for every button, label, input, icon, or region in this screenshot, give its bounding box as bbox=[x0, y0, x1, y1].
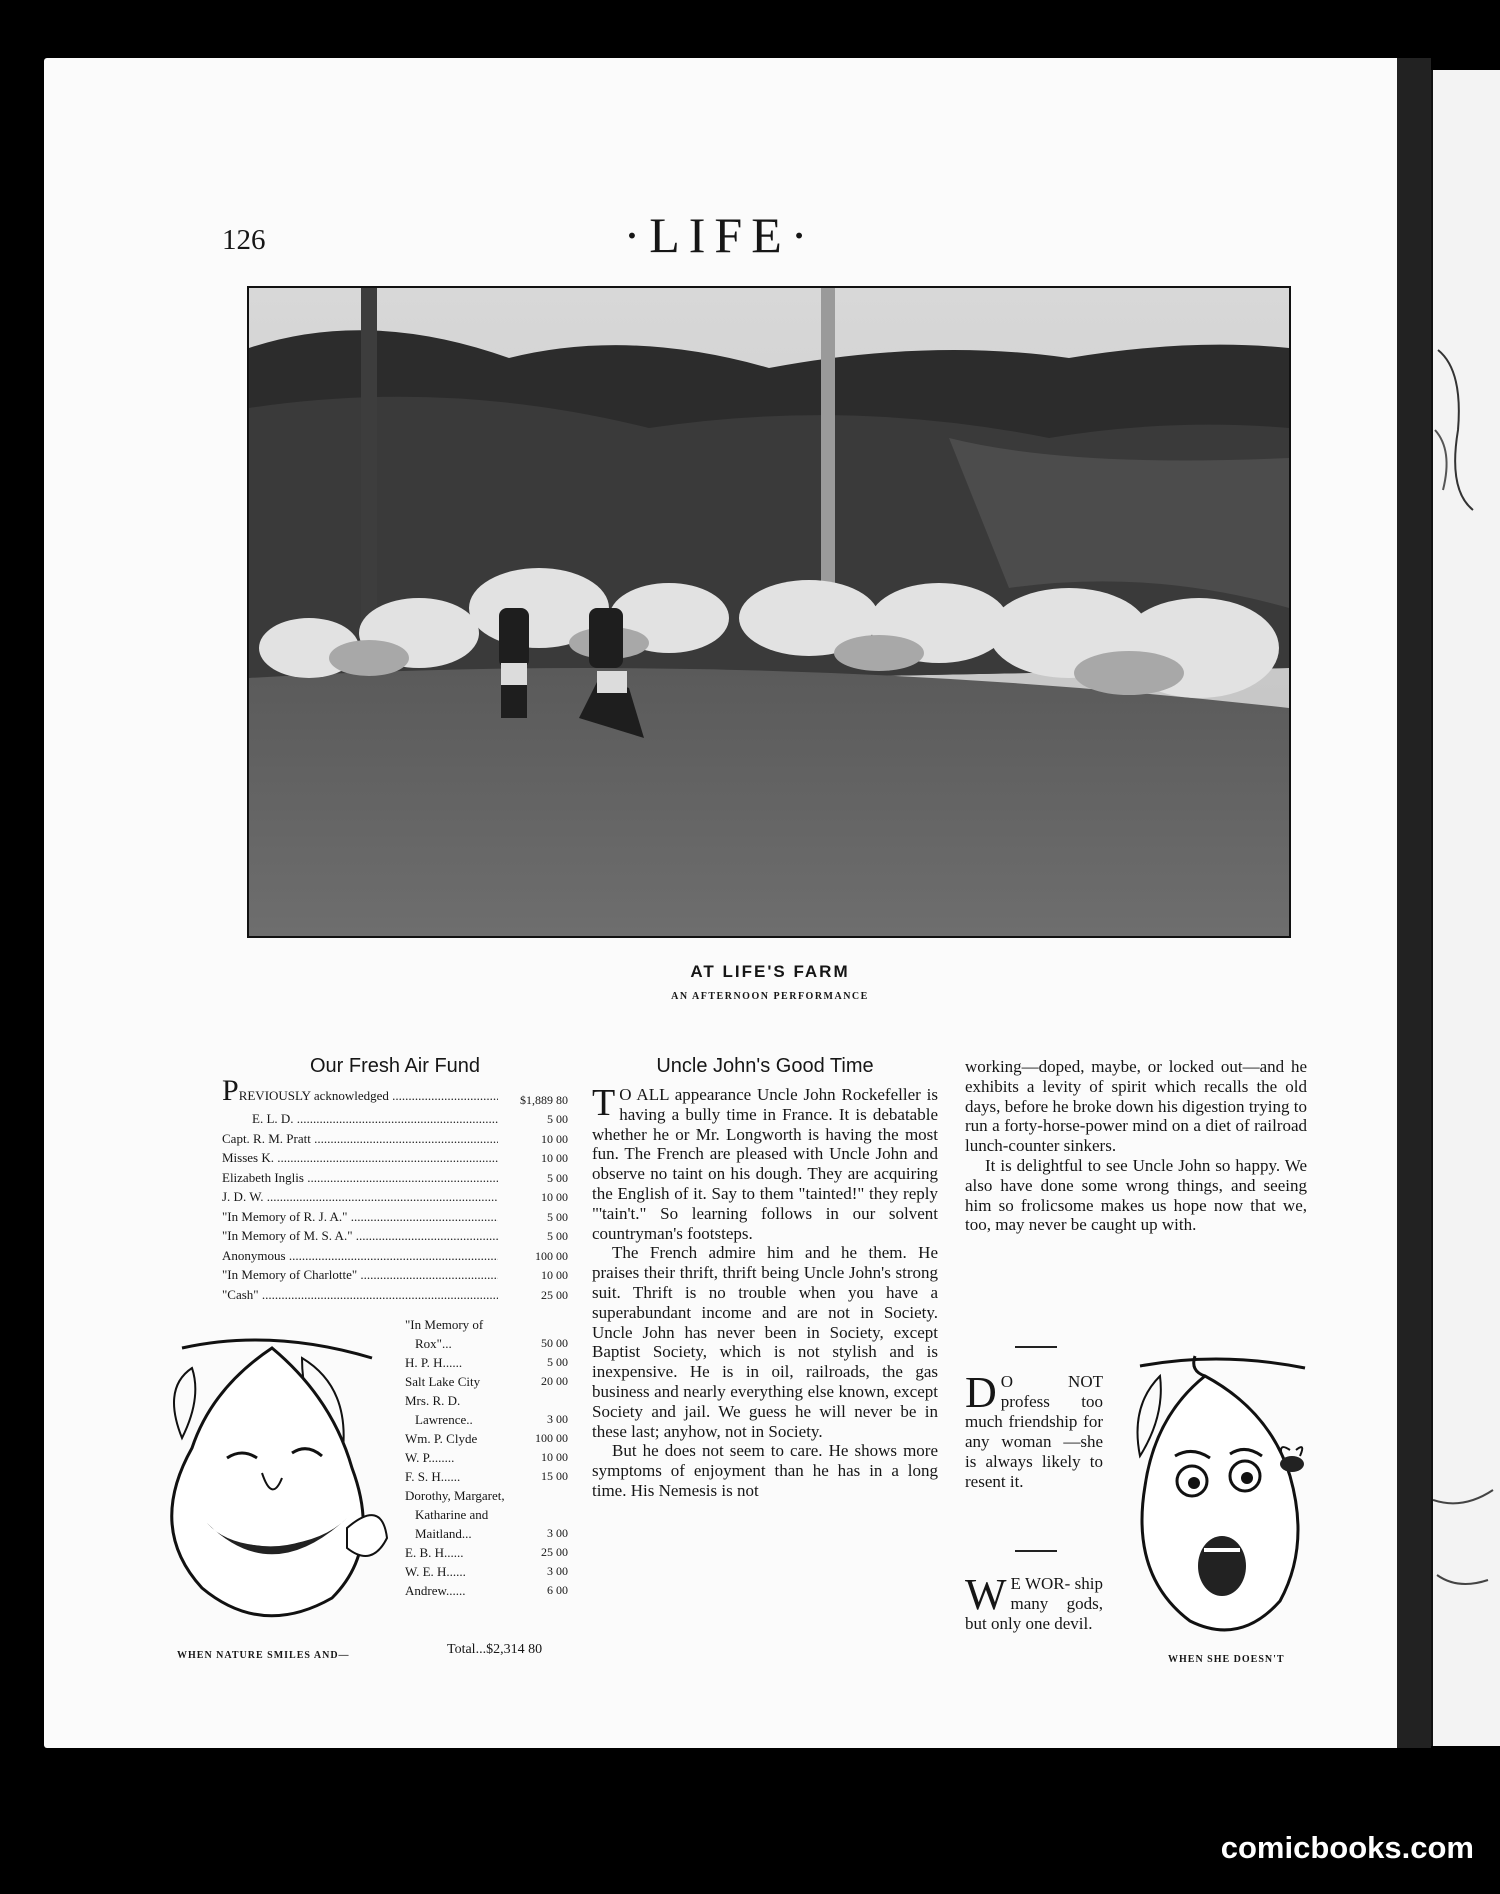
fund-total: Total...$2,314 80 bbox=[447, 1642, 543, 1657]
article-body bbox=[592, 1082, 938, 1501]
magazine-title: ·LIFE· bbox=[623, 207, 817, 263]
fund-entry: "In Memory of R. J. A." ..... 5 00 bbox=[222, 1205, 568, 1225]
facing-page-edge bbox=[1431, 70, 1500, 1746]
facing-page-sketch bbox=[1433, 70, 1500, 1746]
divider bbox=[1015, 1346, 1057, 1348]
fund-entry: Andrew...... 6 00 bbox=[405, 1583, 568, 1598]
photo-caption: AT LIFE'S FARM bbox=[690, 962, 850, 981]
article-paragraph: T O ALL appearance Uncle John Rockefeller is having a bully time in France. It is debatable whether he or Mr. Longworth is having the most fun. The French are pleased with Uncle John and observe no taint on his dough. They are acquiring the English of it. Say to them "tainted!" they reply "'tain't." So learning follows in our solvent countryman's footsteps. bbox=[592, 1082, 938, 1243]
frowning-pear-cartoon bbox=[1120, 1346, 1320, 1661]
photo-subcaption: AN AFTERNOON PERFORMANCE bbox=[671, 991, 869, 1002]
fund-entry: J. D. W. ..... 10 00 bbox=[222, 1186, 568, 1206]
pear-face-smiling-icon bbox=[152, 1328, 402, 1638]
fund-entry: E. B. H...... 25 00 bbox=[405, 1545, 568, 1560]
fund-entry: Mrs. R. D. Lawrence.. 3 00 bbox=[405, 1393, 568, 1427]
photo-illustration bbox=[249, 288, 1289, 936]
article-paragraph: But he does not seem to care. He shows more symptoms of enjoyment than he has in a long time. His Nemesis is not bbox=[592, 1441, 938, 1500]
pear-face-frowning-icon bbox=[1120, 1346, 1320, 1656]
fund-title: Our Fresh Air Fund bbox=[309, 1055, 481, 1077]
fund-entry: Anonymous ..... 100 00 bbox=[222, 1244, 568, 1264]
fund-entry: "In Memory of Rox"... 50 00 bbox=[405, 1317, 568, 1351]
fund-entry: Salt Lake City 20 00 bbox=[405, 1374, 568, 1389]
fund-entry: Elizabeth Inglis ..... 5 00 bbox=[222, 1166, 568, 1186]
fund-entry: "Cash" ..... 25 00 bbox=[222, 1283, 568, 1303]
fund-entry: E. L. D. ..... 5 00 bbox=[222, 1108, 568, 1128]
fund-entry: Dorothy, Margaret, Katharine and Maitland... 3 00 bbox=[405, 1488, 568, 1541]
divider bbox=[1015, 1550, 1057, 1552]
page-number: 126 bbox=[222, 224, 266, 256]
site-watermark: comicbooks.com bbox=[1220, 1830, 1474, 1865]
squib-devil: W E WOR- ship many gods, but only one devil. bbox=[965, 1570, 1103, 1633]
fund-entry: Misses K. ..... 10 00 bbox=[222, 1147, 568, 1167]
fund-list bbox=[222, 1073, 568, 1303]
article-paragraph: working—doped, maybe, or locked out—and he exhibits a levity of spirit which recalls the old days, before he broke down his digestion trying to run a forty-horse-power mind on a diet of railroad lunch-counter sinkers. bbox=[965, 1057, 1307, 1156]
fund-entry: Wm. P. Clyde 100 00 bbox=[405, 1431, 568, 1446]
fund-entry: F. S. H...... 15 00 bbox=[405, 1469, 568, 1484]
article-continued bbox=[965, 1057, 1307, 1235]
farm-photograph bbox=[247, 286, 1291, 938]
article-paragraph: The French admire him and he them. He praises their thrift, thrift being Uncle John's strong suit. Thrift is no trouble when you have a superabundant income and are not in Society. Uncle John has never been in Society, except Baptist Society, which is not stylish and is inexpensive. He is in oil, railroads, the gas business and nearly everything else known, except Society and jail. We guess he will never be in these last; anyhow, not in Society. bbox=[592, 1243, 938, 1441]
fund-entry: W. E. H...... 3 00 bbox=[405, 1564, 568, 1579]
page-gutter bbox=[1397, 58, 1431, 1748]
right-cartoon-caption: WHEN SHE DOESN'T bbox=[1168, 1654, 1285, 1665]
article-paragraph: It is delightful to see Uncle John so happy. We also have done some wrong things, and seeing him so frolicsome makes us hope now that we, too, may never be caught up with. bbox=[965, 1155, 1307, 1235]
fund-entry: Capt. R. M. Pratt ..... 10 00 bbox=[222, 1127, 568, 1147]
fund-entry: "In Memory of M. S. A." ..... 5 00 bbox=[222, 1225, 568, 1245]
article-title: Uncle John's Good Time bbox=[656, 1055, 874, 1077]
fund-entry: W. P........ 10 00 bbox=[405, 1450, 568, 1465]
squib-friendship: D O NOT profess too much friendship for any woman —she is always likely to resent it. bbox=[965, 1368, 1103, 1491]
fund-list-narrow bbox=[405, 1315, 568, 1600]
smiling-pear-cartoon bbox=[152, 1328, 402, 1643]
fund-entry: H. P. H...... 5 00 bbox=[405, 1355, 568, 1370]
fund-entry: PREVIOUSLY acknowledged ..... $1,889 80 bbox=[222, 1088, 568, 1108]
fund-entry: "In Memory of Charlotte" ..... 10 00 bbox=[222, 1264, 568, 1284]
left-cartoon-caption: WHEN NATURE SMILES AND— bbox=[177, 1650, 350, 1661]
